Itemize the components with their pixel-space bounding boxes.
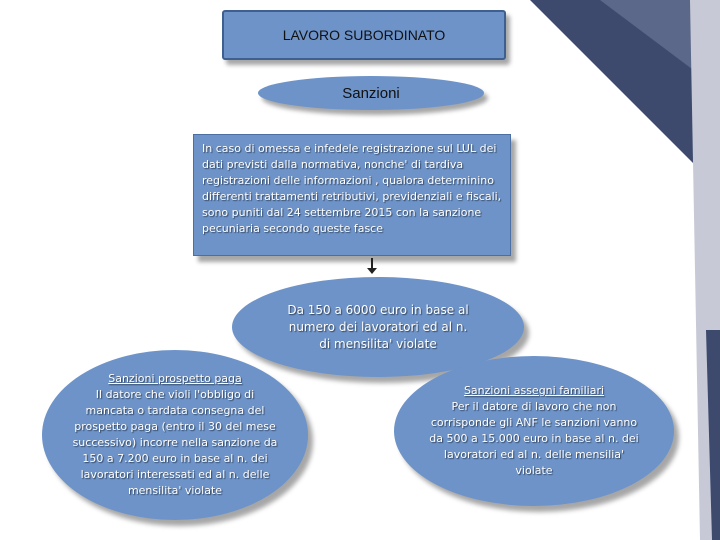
- family-allowance-heading: Sanzioni assegni familiari: [463, 384, 605, 397]
- family-allowance-sanctions-oval: [394, 356, 674, 506]
- range-line-3: di mensilita' violate: [319, 336, 437, 351]
- family-allowance-body: Per il datore di lavoro che non corrisponde gli ANF le sanzioni vanno da 500 a 15.000 euro in base al n. dei lavoratori ed al n. delle mensilia' violate: [429, 400, 639, 477]
- payslip-sanctions-heading: Sanzioni prospetto paga: [108, 372, 242, 385]
- range-line-1: Da 150 a 6000 euro in base al: [287, 302, 469, 317]
- description-text: In caso di omessa e infedele registrazione sul LUL dei dati previsti dalla normativa, nonche' di tardiva registrazioni delle informazioni , qualora determinino differenti trattamenti retributivi, previdenziali e fiscali, sono puniti dal 24 settembre 2015 con la sanzione pecuniaria secondo queste fasce: [202, 142, 502, 235]
- payslip-sanctions-body: Il datore che violi l'obbligo di mancata o tardata consegna del prospetto paga (entro il 30 del mese successivo) incorre nella sanzione da 150 a 7.200 euro in base al n. dei lavoratori interessati ed al n. delle mensilita' violate: [72, 388, 278, 497]
- connector-arrow-head: [367, 268, 377, 274]
- description-box: [193, 134, 511, 256]
- payslip-sanctions-oval: [42, 350, 308, 520]
- title-text: LAVORO SUBORDINATO: [282, 27, 446, 43]
- title-box: [222, 10, 506, 60]
- range-line-2: numero dei lavoratori ed al n.: [288, 319, 468, 334]
- subtitle-text: Sanzioni: [342, 84, 400, 102]
- subtitle-oval: [258, 76, 484, 110]
